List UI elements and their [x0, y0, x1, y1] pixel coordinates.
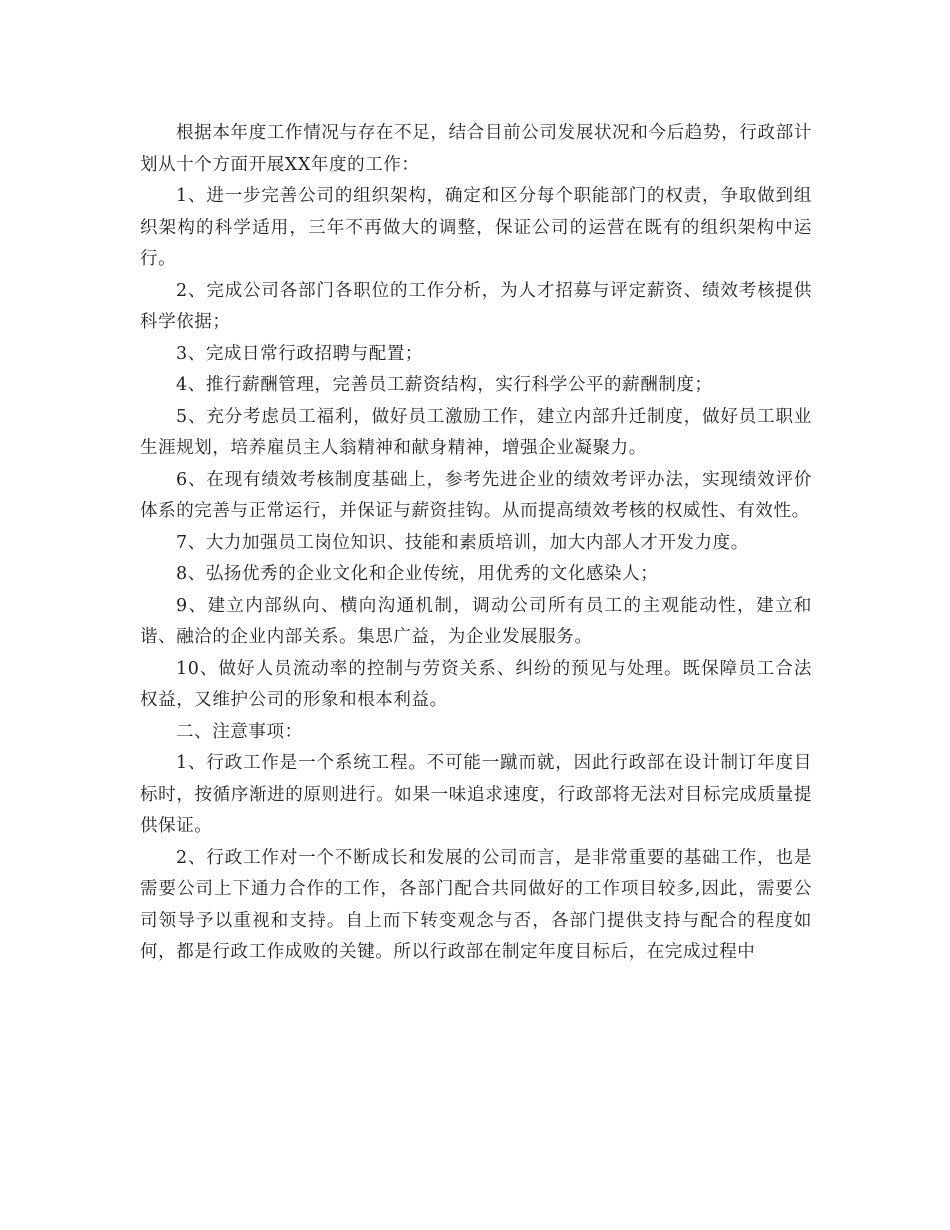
- document-body: [140, 118, 812, 969]
- plan-item-6: 6、在现有绩效考核制度基础上，参考先进企业的绩效考评办法，实现绩效评价体系的完善与正常运行，并保证与薪资挂钩。从而提高绩效考核的权威性、有效性。: [140, 469, 812, 521]
- plan-item-10: 10、做好人员流动率的控制与劳资关系、纠纷的预见与处理。既保障员工合法权益，又维护公司的形象和根本利益。: [140, 658, 812, 710]
- note-item-1: 1、行政工作是一个系统工程。不可能一蹴而就，因此行政部在设计制订年度目标时，按循序渐进的原则进行。如果一味追求速度，行政部将无法对目标完成质量提供保证。: [140, 753, 812, 836]
- plan-item-7: 7、大力加强员工岗位知识、技能和素质培训，加大内部人才开发力度。: [176, 532, 749, 553]
- section-heading-notes: 二、注意事项：: [176, 721, 303, 742]
- plan-item-5: 5、充分考虑员工福利，做好员工激励工作，建立内部升迁制度，做好员工职业生涯规划，培养雇员主人翁精神和献身精神，增强企业凝聚力。: [140, 406, 812, 458]
- plan-item-3: 3、完成日常行政招聘与配置；: [176, 343, 424, 364]
- plan-item-4: 4、推行薪酬管理，完善员工薪资结构，实行科学公平的薪酬制度；: [176, 375, 713, 395]
- plan-item-1: 1、进一步完善公司的组织架构，确定和区分每个职能部门的权责，争取做到组织架构的科学适用，三年不再做大的调整，保证公司的运营在既有的组织架构中运行。: [140, 186, 812, 269]
- plan-item-8: 8、弘扬优秀的企业文化和企业传统，用优秀的文化感染人；: [176, 564, 659, 584]
- note-item-2: 2、行政工作对一个不断成长和发展的公司而言，是非常重要的基础工作，也是需要公司上下通力合作的工作，各部门配合共同做好的工作项目较多,因此，需要公司领导予以重视和支持。自上而下转变观念与否，各部门提供支持与配合的程度如何，都是行政工作成败的关键。所以行政部在制定年度目标后，在完成过程中: [140, 847, 812, 962]
- intro-paragraph: 根据本年度工作情况与存在不足，结合目前公司发展状况和今后趋势，行政部计划从十个方面开展XX年度的工作：: [140, 123, 812, 175]
- plan-item-2: 2、完成公司各部门各职位的工作分析，为人才招募与评定薪资、绩效考核提供科学依据；: [140, 280, 812, 332]
- plan-item-9: 9、建立内部纵向、横向沟通机制，调动公司所有员工的主观能动性，建立和谐、融洽的企业内部关系。集思广益，为企业发展服务。: [140, 595, 812, 647]
